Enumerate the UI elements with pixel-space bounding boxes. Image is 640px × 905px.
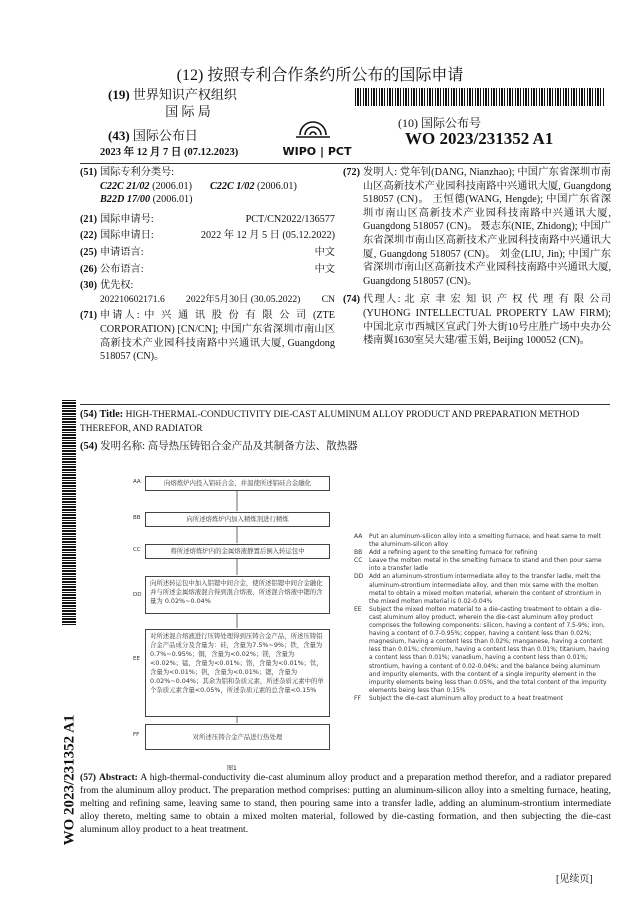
legend-item-cc: CC Leave the molten metal in the smelting furnace to stand and then pour same into a transfer ladle	[354, 557, 602, 573]
field-22: (22) 国际申请日: 2022 年 12 月 5 日 (05.12.2022)	[80, 230, 335, 242]
field-21: (21) 国际申请号: PCT/CN2022/136577	[80, 213, 335, 225]
right-bib-column	[343, 166, 611, 351]
logo-text: WIPO | PCT	[282, 145, 352, 158]
abstract-label: Abstract:	[98, 772, 138, 783]
field-26: (26) 公布语言: 中文	[80, 263, 335, 275]
legend-item-ff: FF Subject the die-cast aluminum alloy product to a heat treatment	[354, 694, 563, 702]
field-30: (30) 优先权: 202210602171.6 2022年5月30日 (30.05.2022) CN	[80, 280, 335, 305]
continued-note: [见续页]	[556, 874, 593, 885]
step-code-ee: EE	[133, 656, 140, 662]
barcode-side	[62, 400, 76, 625]
chinese-title: (54) 发明名称: 高导热压铸铝合金产品及其制备方法、散热器	[80, 441, 358, 452]
publication-number: WO 2023/231352 A1	[405, 129, 554, 148]
abstract	[80, 771, 611, 836]
left-bib-column	[80, 166, 335, 367]
flowchart-legend	[354, 533, 610, 703]
step-code-dd: DD	[133, 592, 142, 598]
document-kind-title: (12) 按照专利合作条约所公布的国际申请	[176, 67, 464, 84]
step-box-ee: 对所述混合熔液进行压铸处理得到压铸合金产品，所述压铸铝合金产品成分及含量为：硅，含量为7.5%~9%；铁，含量为0.7%~0.95%；铜，含量为<0.02%；镁，含量为<0.02%；锰，含量为<0.01%；铬，含量为<0.01%；钛，含量为<0.01%；钒，含量为<0.01%；锶，含量为0.02%~0.04%；其余为铝和杂质元素，所述杂质元素中的单个杂质元素含量<0.05%，所述杂质元素的总含量<0.15%	[145, 629, 330, 717]
header-rule	[80, 163, 610, 164]
title-section	[80, 408, 610, 453]
legend-item-bb: BB Add a refining agent to the smelting furnace for refining	[354, 549, 538, 557]
step-box-cc: 将所述熔炼炉内的金属熔液静置后倒入转运包中	[145, 544, 330, 559]
side-publication-number: WO 2023/231352 A1	[61, 714, 78, 846]
pubno-label: (10) 国际公布号	[398, 116, 481, 130]
org-line1: 世界知识产权组织	[132, 87, 237, 102]
step-box-aa: 向熔炼炉内投入铝硅合金，并温使所述铝硅合金融化	[145, 476, 330, 491]
legend-item-aa: AA Put an aluminum-silicon alloy into a smelting furnace, and heat same to melt the aluminum-silicon alloy	[354, 533, 601, 549]
legend-item-dd: DD Add an aluminum-strontium intermediate alloy to the transfer ladle, melt the aluminum-strontium intermediate alloy, and then mix same with the molten metal to obtain a mixed molten material, wherein the content of strontium in the mixed molten material is 0.02-0.04%	[354, 573, 602, 605]
field-74: (74) 代理人: 北 京 聿 宏 知 识 产 权 代 理 有 限 公司(YUHONG INTELLECTUAL PROPERTY LAW FIRM); 中国北京市西城区宣武门外大街10号庄胜广场中央办公楼南翼1630室吴大建/霍玉娟, Beijing 100052 (CN)。	[343, 294, 611, 347]
title-rule	[80, 404, 610, 405]
abstract-text: A high-thermal-conductivity die-cast aluminum alloy product and a preparation method therefor, and a radiator prepared from the aluminum alloy product. The preparation method comprises: putting an aluminum-silicon alloy into a smelting furnace, heating, melting and refining same, leaving same to stand, then pouring same into a transfer ladle, adding an aluminum-strontium intermediate alloy thereto, melting same to obtain a mixed molten material, followed by die-casting formation, and then subjecting the die-cast aluminum alloy product to a heat treatment.	[80, 772, 611, 835]
abstract-num: (57)	[80, 772, 96, 783]
legend-item-ee: EE Subject the mixed molten material to a die-casting treatment to obtain a die-cast aluminum alloy product, wherein the die-cast aluminum alloy product comprises the following components: silicon, having a content of 7.5-9%; iron, having a content of 0.7-0.95%; copper, having a content less than 0.02%; magnesium, having a content less than 0.02%; manganese, having a content less than 0.01%; chromium, having a content less than 0.01%; titanium, having a content less than 0.01%; vanadium, having a content less than 0.01%; strontium, having a content of 0.02-0.04%; and the balance being aluminum and impurity elements, with the content of a single impurity element in the impurity elements being less than 0.05%, and the total content of the impurity elements being less than 0.15%	[354, 605, 610, 694]
field-71: (71) 申请人: 中 兴 通 讯 股 份 有 限 公 司 (ZTE CORPORATION) [CN/CN]; 中国广东省深圳市南山区高新技术产业园科技南路中兴通讯大厦, Guangdong 518057 (CN)。	[80, 310, 335, 363]
step-box-bb: 向所述熔炼炉内加入精炼剂进行精炼	[145, 512, 330, 527]
org-num: (19)	[108, 87, 130, 102]
step-code-aa: AA	[133, 479, 141, 485]
field-25: (25) 申请语言: 中文	[80, 246, 335, 258]
field-51: (51) 国际专利分类号: C22C 21/02 (2006.01) C22C 1/02 (2006.01) B22D 17/00 (2006.01)	[80, 167, 297, 206]
english-title: (54) Title: HIGH-THERMAL-CONDUCTIVITY DIE-CAST ALUMINUM ALLOY PRODUCT AND PREPARATION METHOD THEREFOR, AND RADIATOR	[80, 409, 580, 434]
pubdate-num: (43)	[108, 128, 130, 143]
step-box-ff: 对所述压铸合金产品进行热处理	[145, 724, 330, 750]
pubdate-label: 国际公布日	[132, 128, 198, 143]
flowchart	[125, 468, 350, 768]
wipo-pct-logo	[272, 113, 362, 161]
org-line2: 国 际 局	[165, 104, 211, 119]
office-block	[100, 86, 268, 161]
barcode-top	[355, 88, 605, 106]
step-code-bb: BB	[133, 515, 141, 521]
step-box-dd: 向所述转运包中加入铝锶中间合金，使所述铝锶中间合金融化并与所述金属熔液混合得到混合熔液，所述混合熔液中锶的含量为 0.02%~0.04%	[145, 576, 330, 614]
pubdate-value: 2023 年 12 月 7 日 (07.12.2023)	[100, 147, 239, 158]
step-code-ff: FF	[133, 732, 140, 738]
field-72: (72) 发明人: 党年钊(DANG, Nianzhao); 中国广东省深圳市南山区高新技术产业园科技南路中兴通讯大厦, Guangdong 518057 (CN)。 王恒德(WANG, Hengde); 中国广东省深圳市南山区高新技术产业园科技南路中兴通讯大厦, Guangdong 518057 (CN)。 聂志东(NIE, Zhidong); 中国广东省深圳市南山区高新技术产业园科技南路中兴通讯大厦, Guangdong 518057 (CN)。 刘金(LIU, Jin); 中国广东省深圳市南山区高新技术产业园科技南路中兴通讯大厦, Guangdong 518057 (CN)。	[343, 167, 611, 287]
step-code-cc: CC	[133, 547, 141, 553]
figure-caption: 图1	[227, 765, 237, 772]
